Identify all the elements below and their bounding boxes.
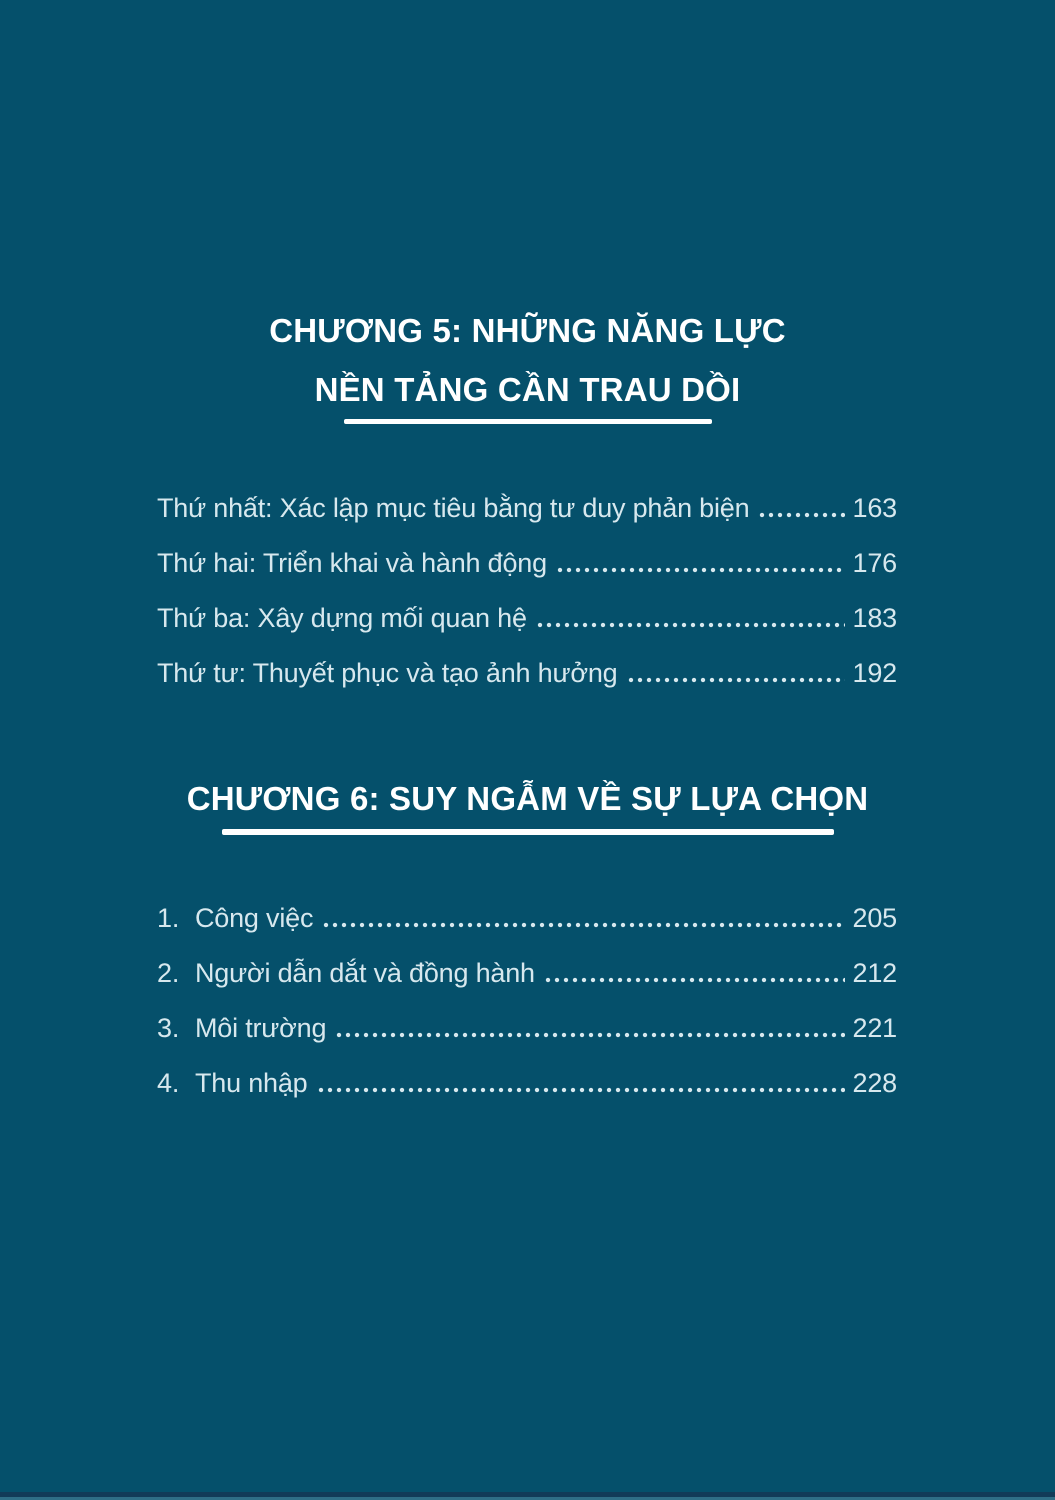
chapter-5-toc-list — [157, 491, 897, 711]
toc-entry-number: 2. — [157, 958, 180, 988]
chapter-6-heading-line-1: CHƯƠNG 6: SUY NGẪM VỀ SỰ LỰA CHỌN — [186, 780, 869, 817]
toc-entry-label: Công việc — [195, 903, 314, 933]
toc-page-number: 176 — [852, 548, 897, 578]
toc-page-number: 205 — [852, 903, 897, 933]
toc-entry-label: Thứ tư: Thuyết phục và tạo ảnh hưởng — [157, 658, 618, 688]
chapter-5-heading-line-2: NỀN TẢNG CẦN TRAU DỒI — [314, 371, 741, 408]
dot-leader — [323, 922, 844, 928]
dot-leader — [545, 977, 845, 983]
toc-entry-label: Thứ ba: Xây dựng mối quan hệ — [157, 603, 527, 633]
toc-page-number: 212 — [852, 958, 897, 988]
toc-entry — [157, 491, 897, 525]
toc-page-number: 221 — [852, 1013, 897, 1043]
chapter-6-toc-list — [157, 901, 897, 1121]
toc-entry-number: 1. — [157, 903, 180, 933]
toc-entry — [157, 656, 897, 690]
dot-leader — [628, 677, 845, 683]
toc-entry-label: Môi trường — [195, 1013, 327, 1043]
dot-leader — [318, 1087, 845, 1093]
toc-entry — [157, 1066, 897, 1100]
toc-page-number: 163 — [852, 493, 897, 523]
chapter-6-heading-underline — [222, 829, 834, 835]
toc-entry-label: Thứ nhất: Xác lập mục tiêu bằng tư duy phản biện — [157, 493, 750, 523]
toc-entry-label: Người dẫn dắt và đồng hành — [195, 958, 535, 988]
toc-page-number: 183 — [852, 603, 897, 633]
toc-entry — [157, 956, 897, 990]
toc-entry-number: 3. — [157, 1013, 180, 1043]
toc-entry — [157, 546, 897, 580]
chapter-5-heading — [0, 301, 1055, 419]
toc-entry-number: 4. — [157, 1068, 180, 1098]
toc-page-number: 228 — [852, 1068, 897, 1098]
toc-entry-label: Thứ hai: Triển khai và hành động — [157, 548, 547, 578]
dot-leader — [557, 567, 845, 573]
dot-leader — [336, 1032, 844, 1038]
dot-leader — [537, 622, 845, 628]
chapter-5-heading-line-1: CHƯƠNG 5: NHỮNG NĂNG LỰC — [269, 312, 786, 349]
chapter-5-heading-underline — [344, 419, 712, 424]
toc-page-number: 192 — [852, 658, 897, 688]
toc-entry — [157, 1011, 897, 1045]
dot-leader — [759, 512, 844, 518]
toc-entry — [157, 601, 897, 635]
toc-entry-label: Thu nhập — [195, 1068, 308, 1098]
chapter-6-heading — [0, 779, 1055, 819]
toc-entry — [157, 901, 897, 935]
